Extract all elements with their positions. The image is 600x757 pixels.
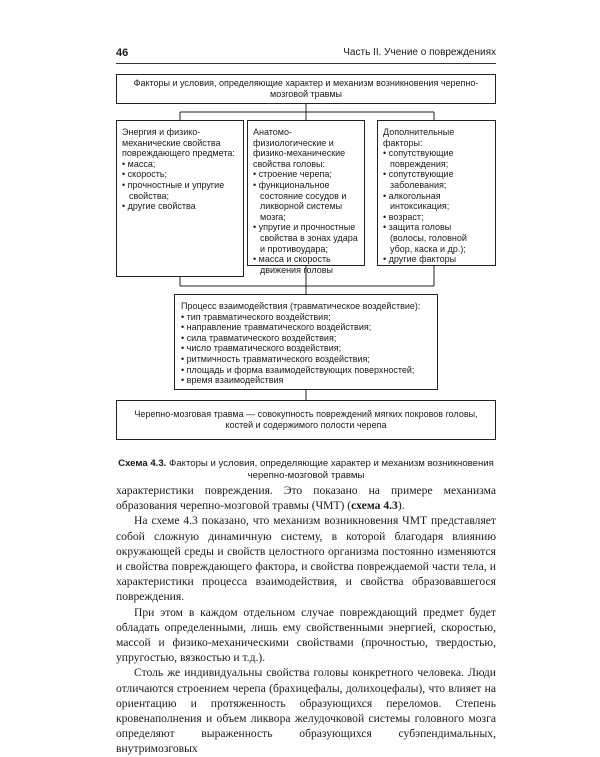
paragraph: При этом в каждом отдельном случае повреждающий предмет будет обладать определенными, лишь ему свойственными энергией, скоростью, массой и физико-механическими свойствами (прочностью, твердостью, упругостью, вязкостью и т.д.). [116, 605, 496, 665]
running-title: Часть II. Учение о повреждениях [343, 47, 496, 58]
energy-properties-list [122, 159, 238, 212]
body-text [116, 483, 496, 757]
result-text: Черепно-мозговая травма — совокупность повреждений мягких покровов головы, костей и содержимого полости черепа [134, 409, 478, 430]
list-item: • защита головы (волосы, головной убор, каска и др.); [383, 222, 490, 254]
interaction-process-title: Процесс взаимодействия (травматическое воздействие): [181, 301, 421, 311]
list-item: • функциональное состояние сосудов и ликворной системы мозга; [253, 180, 359, 222]
list-item: • другие факторы [383, 254, 490, 265]
head-properties-box [247, 120, 365, 275]
paragraph [116, 483, 496, 513]
list-item: • масса; [122, 159, 238, 170]
scheme-reference: схема 4.3 [351, 499, 398, 513]
paragraph: Столь же индивидуальны свойства головы конкретного человека. Люди отличаются строением черепа (брахицефалы, долихоцефалы), что влияет на ориентацию и протяженность образующихся переломов. Степень кровенаполнения и объем ликвора желудочковой системы головного мозга определяют выраженность образующихся субэпендимальных, внутримозговых [116, 666, 496, 756]
list-item: • число травматического воздействия; [181, 343, 431, 354]
head-properties-list [253, 169, 359, 275]
list-item: • другие свойства [122, 201, 238, 212]
additional-factors-title: Дополнительные факторы: [383, 127, 455, 148]
list-item: • строение черепа; [253, 169, 359, 180]
paragraph: На схеме 4.3 показано, что механизм возникновения ЧМТ представляет собой сложную динамичную систему, в которой благодаря влиянию окружающей среды и свойств целостного организма постоянно изменяются и свойства повреждающего фактора, и свойства повреждаемой части тела, и характеристики процесса взаимодействия, и свойства образовавшегося повреждения. [116, 514, 496, 604]
list-item: • сопутствующие повреждения; [383, 148, 490, 169]
list-item: • ритмичность травматического воздействия; [181, 354, 431, 365]
list-item: • скорость; [122, 169, 238, 180]
head-properties-title: Анатомо-физиологические и физико-механические свойства головы: [253, 127, 346, 169]
figure-caption [116, 458, 496, 482]
top-factors-text: Факторы и условия, определяющие характер и механизм возникновения черепно-мозговой травмы [133, 78, 479, 99]
interaction-process-box [174, 294, 438, 390]
list-item: • направление травматического воздействия; [181, 322, 431, 333]
page-number: 46 [116, 47, 129, 59]
additional-factors-list [383, 148, 490, 265]
top-factors-box [116, 74, 496, 104]
caption-label: Схема 4.3. [118, 458, 167, 469]
list-item: • прочностные и упругие свойства; [122, 180, 238, 201]
result-box [116, 400, 496, 440]
list-item: • возраст; [383, 212, 490, 223]
list-item: • площадь и форма взаимодействующих поверхностей; [181, 365, 431, 376]
interaction-process-list [181, 312, 431, 386]
caption-text: Факторы и условия, определяющие характер и механизм возникновения черепно-мозговой травмы [166, 458, 494, 481]
list-item: • упругие и прочностные свойства в зонах удара и противоудара; [253, 222, 359, 254]
additional-factors-box [377, 120, 496, 266]
list-item: • алкогольная интоксикация; [383, 191, 490, 212]
energy-properties-title: Энергия и физико-механические свойства повреждающего предмета: [122, 127, 235, 159]
energy-properties-box [116, 120, 244, 277]
paragraph-text: ). [397, 499, 405, 513]
list-item: • тип травматического воздействия; [181, 312, 431, 323]
list-item: • время взаимодействия [181, 375, 431, 386]
paragraph-text: характеристики повреждения. Это показано на примере механизма образования черепно-мозговой травмы (ЧМТ) ( [116, 484, 496, 513]
list-item: • сопутствующие заболевания; [383, 169, 490, 190]
list-item: • масса и скорость движения головы [253, 254, 359, 275]
list-item: • сила травматического воздействия; [181, 333, 431, 344]
